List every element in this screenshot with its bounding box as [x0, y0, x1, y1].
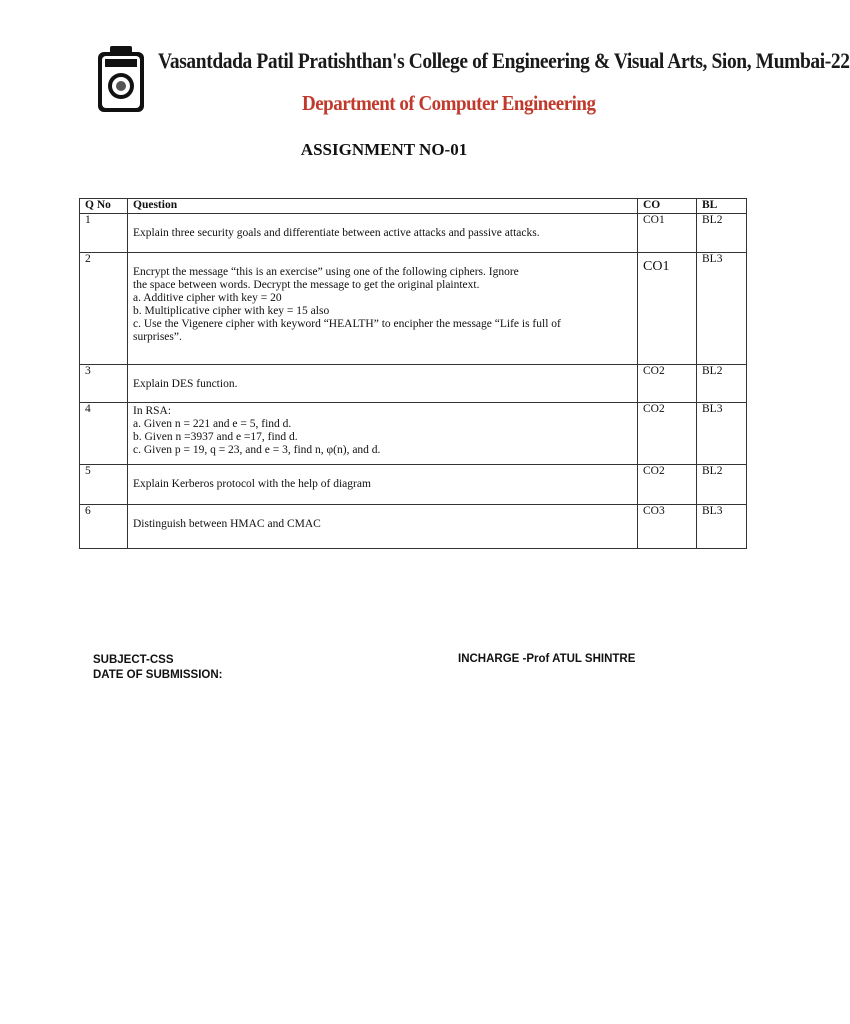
question-cell: [128, 505, 638, 549]
co-cell: CO1: [638, 214, 697, 253]
question-line: c. Use the Vigenere cipher with keyword “HEALTH” to encipher the message “Life is full of: [133, 318, 561, 330]
question-cell: [128, 403, 638, 465]
question-line: Explain three security goals and differentiate between active attacks and passive attacks.: [133, 227, 540, 239]
question-line: the space between words. Decrypt the message to get the original plaintext.: [133, 279, 480, 291]
header-bl: BL: [697, 199, 747, 214]
bl-cell: BL2: [697, 365, 747, 403]
qno-cell: 3: [80, 365, 128, 403]
bl-cell: BL3: [697, 403, 747, 465]
co-cell: CO2: [638, 403, 697, 465]
qno-cell: 4: [80, 403, 128, 465]
table-row: [80, 465, 747, 505]
table-row: [80, 214, 747, 253]
question-line: a. Given n = 221 and e = 5, find d.: [133, 418, 292, 430]
co-cell: CO2: [638, 365, 697, 403]
college-name: Vasantdada Patil Pratishthan's College of Engineering & Visual Arts, Sion, Mumbai-22: [158, 50, 850, 74]
co-cell: CO3: [638, 505, 697, 549]
table-row: [80, 253, 747, 365]
department-name: Department of Computer Engineering: [302, 92, 596, 116]
bl-cell: BL2: [697, 214, 747, 253]
bl-cell: BL3: [697, 505, 747, 549]
question-line: Explain Kerberos protocol with the help of diagram: [133, 478, 371, 490]
question-line: a. Additive cipher with key = 20: [133, 292, 282, 304]
table-row: [80, 365, 747, 403]
qno-cell: 1: [80, 214, 128, 253]
question-cell: [128, 214, 638, 253]
question-line: surprises”.: [133, 331, 182, 343]
bl-cell: BL3: [697, 253, 747, 365]
co-cell: [638, 253, 697, 365]
question-cell: [128, 465, 638, 505]
question-line: b. Multiplicative cipher with key = 15 also: [133, 305, 330, 317]
bl-cell: BL2: [697, 465, 747, 505]
table-row: [80, 505, 747, 549]
qno-cell: 5: [80, 465, 128, 505]
question-cell: [128, 253, 638, 365]
question-line: c. Given p = 19, q = 23, and e = 3, find n, φ(n), and d.: [133, 444, 381, 456]
qno-cell: 6: [80, 505, 128, 549]
question-line: In RSA:: [133, 405, 172, 417]
question-line: b. Given n =3937 and e =17, find d.: [133, 431, 298, 443]
submission-date-label: DATE OF SUBMISSION:: [93, 669, 223, 681]
questions-table: [79, 198, 747, 549]
header-co: CO: [638, 199, 697, 214]
header-qno: Q No: [80, 199, 128, 214]
college-logo: [96, 44, 146, 116]
question-cell: [128, 365, 638, 403]
co-value: CO1: [643, 259, 670, 274]
qno-cell: 2: [80, 253, 128, 365]
question-line: Explain DES function.: [133, 378, 238, 390]
table-row: [80, 403, 747, 465]
question-line: Distinguish between HMAC and CMAC: [133, 518, 321, 530]
co-cell: CO2: [638, 465, 697, 505]
table-header-row: [80, 199, 747, 214]
question-line: Encrypt the message “this is an exercise” using one of the following ciphers. Ignore: [133, 266, 519, 278]
incharge-label: INCHARGE -Prof ATUL SHINTRE: [458, 653, 636, 665]
subject-label: SUBJECT-CSS: [93, 654, 174, 666]
header-question: Question: [128, 199, 638, 214]
page-title: ASSIGNMENT NO-01: [300, 140, 468, 159]
